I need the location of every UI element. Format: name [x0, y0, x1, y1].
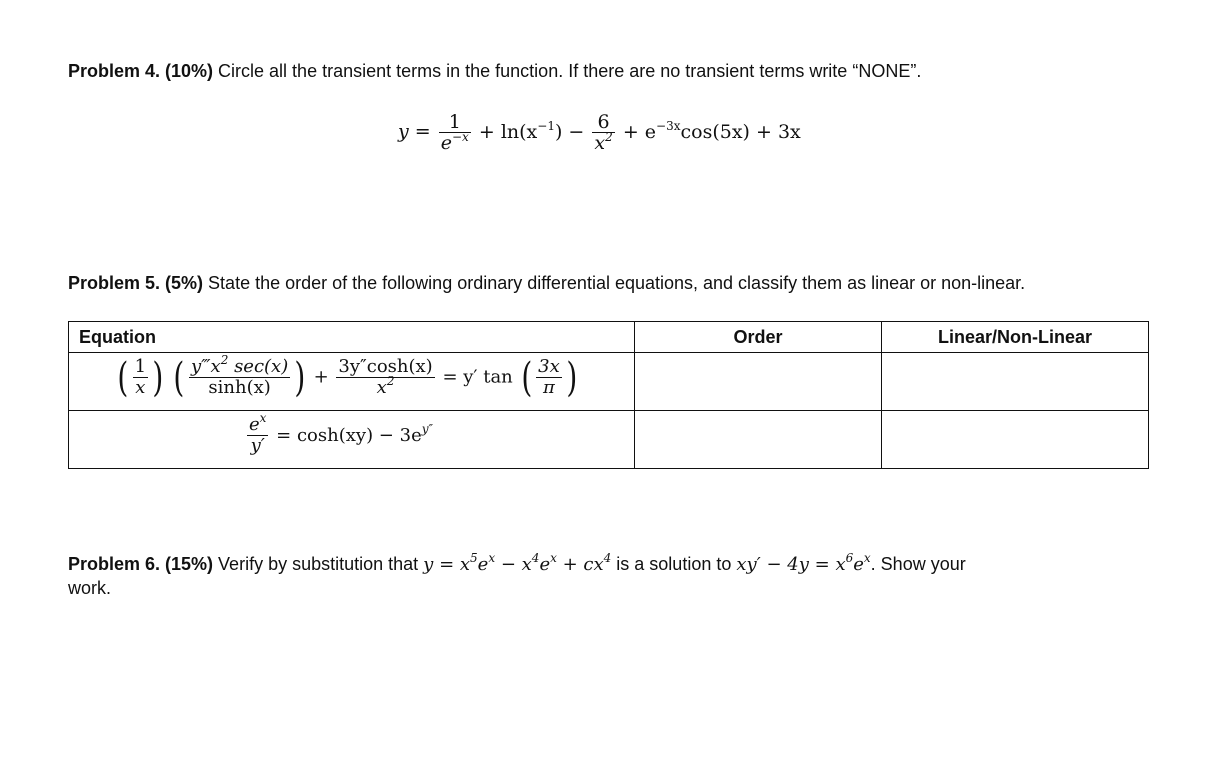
ode-table [68, 321, 1149, 469]
problem-6-text: Verify by substitution that [213, 554, 424, 574]
header-linearity: Linear/Non-Linear [882, 322, 1149, 353]
equation-cell-1 [69, 353, 635, 411]
problem-5-statement [68, 270, 1025, 296]
header-equation: Equation [69, 322, 635, 353]
eq4-term1 [439, 112, 471, 153]
linearity-cell-2[interactable] [882, 411, 1149, 469]
problem-4-heading: Problem 4. (10%) [68, 61, 214, 81]
table-row [69, 353, 1149, 411]
problem-4-statement [68, 58, 921, 84]
problem-4-equation [398, 112, 801, 153]
problem-4-text: Circle all the transient terms in the function. If there are no transient terms write “NONE”. [213, 61, 922, 81]
problem-6-heading: Problem 6. (15%) [68, 554, 214, 574]
eq4-term3 [592, 112, 614, 153]
eq4-term3-den: $x^2$ [594, 130, 613, 154]
equation-cell-2 [69, 411, 635, 469]
problem-6-continuation: work. [68, 578, 112, 598]
ode-table-header [69, 322, 1149, 353]
header-order: Order [635, 322, 882, 353]
problem-6-solution-expr: $y = x^5e^x - x^4e^x + cx^4$ [423, 551, 612, 575]
table-row [69, 411, 1149, 469]
eq4-lhs: y = [398, 120, 431, 143]
order-cell-2[interactable] [635, 411, 882, 469]
eq4-term4: + $e^{-3x}\cos(5x) + 3x$ [622, 118, 801, 143]
problem-6-statement: Problem 6. (15%) Verify by substitution that $y = x^5e^x - x^4e^x + cx^4$ is a solution to $xy' - 4y = x^6e^x$. Show your [68, 551, 966, 575]
linearity-cell-1[interactable] [882, 353, 1149, 411]
eq4-term3-num: 6 [592, 112, 614, 133]
order-cell-1[interactable] [635, 353, 882, 411]
eq4-term1-num: 1 [439, 112, 471, 133]
ode-2: $\frac{e^x}{y'}$ = $\cosh(xy) - 3e^{y''}$ [249, 411, 433, 456]
eq4-term2: + $\ln(x^{-1})$ − [478, 118, 585, 143]
problem-5-heading: Problem 5. (5%) [68, 273, 204, 293]
ode-1: ( $\frac{1}{x}$ ) ( $\frac{y‴x^2 \sec(x)}{\sinh(x)}$ ) + $\frac{3y''\cosh(x)}{x^2}$ = y′ tan ( $\frac{3x}{\pi}$ ) [117, 353, 578, 401]
problem-6-ode-expr: $xy' - 4y = x^6e^x$ [736, 551, 871, 575]
eq4-term1-den: $e^{-x}$ [440, 130, 469, 154]
problem-5-text: State the order of the following ordinary differential equations, and classify them as linear or non-linear. [203, 273, 1026, 293]
